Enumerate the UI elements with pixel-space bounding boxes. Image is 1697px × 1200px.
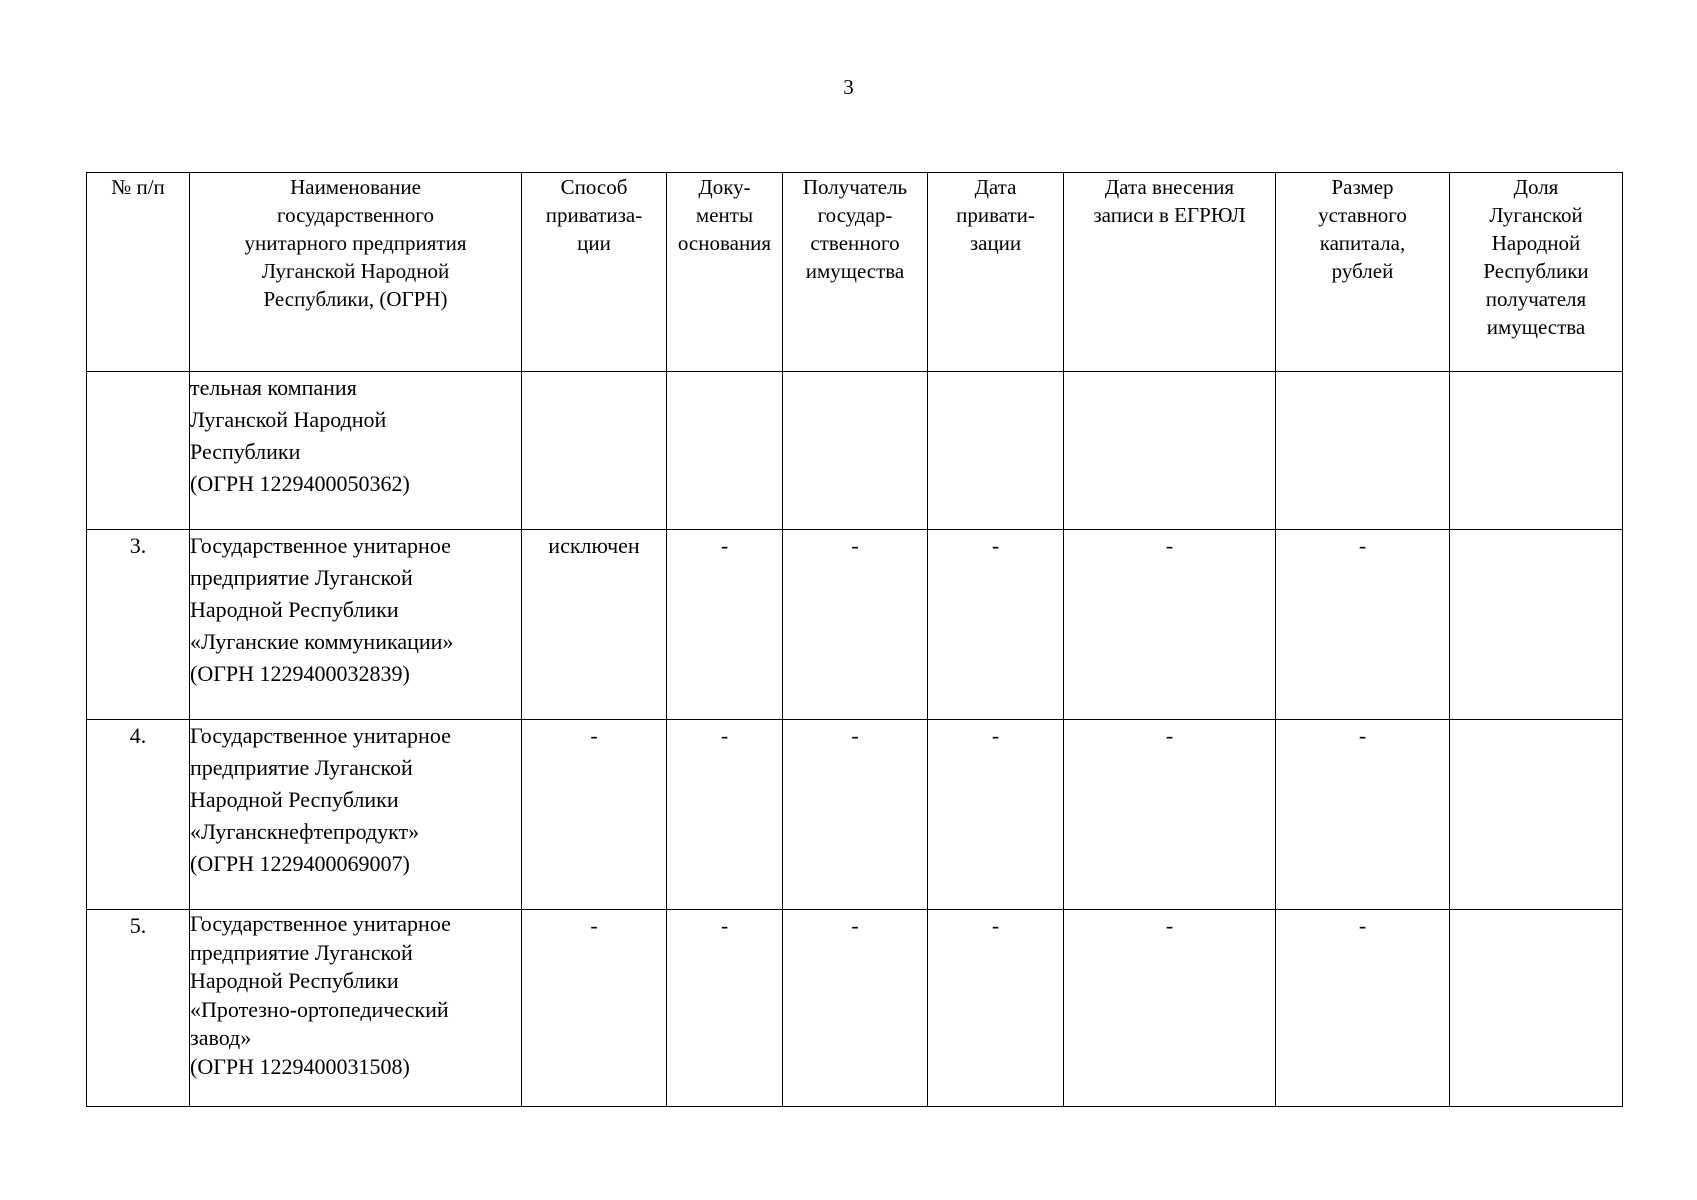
table-row (87, 530, 1623, 720)
privatization-date: - (928, 910, 1064, 1107)
authorized-capital: - (1276, 910, 1450, 1107)
header-privatization-method-label: Способ приватиза- ции (545, 175, 643, 255)
authorized-capital: - (1276, 720, 1450, 910)
enterprise-name: Государственное унитарное предприятие Луганской Народной Республики «Луганскнефтепродукт» (ОГРН 1229400069007) (190, 720, 522, 910)
property-recipient: - (783, 910, 928, 1107)
header-egrul-date (1064, 173, 1276, 372)
egrul-date: - (1064, 720, 1276, 910)
table-row (87, 720, 1623, 910)
egrul-date: - (1064, 910, 1276, 1107)
basis-documents (667, 372, 783, 530)
header-privatization-date (928, 173, 1064, 372)
lnr-share (1450, 372, 1623, 530)
table-header-row (87, 173, 1623, 372)
egrul-date: - (1064, 530, 1276, 720)
enterprise-name: Государственное унитарное предприятие Луганской Народной Республики «Протезно-ортопедический завод» (ОГРН 1229400031508) (190, 910, 522, 1107)
enterprise-name: Государственное унитарное предприятие Луганской Народной Республики «Луганские коммуникации» (ОГРН 1229400032839) (190, 530, 522, 720)
row-number: 3. (87, 530, 190, 720)
privatization-method: - (522, 910, 667, 1107)
egrul-date (1064, 372, 1276, 530)
table-row (87, 910, 1623, 1107)
row-number: 4. (87, 720, 190, 910)
property-recipient: - (783, 530, 928, 720)
header-basis-documents (667, 173, 783, 372)
header-property-recipient-label: Получатель государ- ственного имущества (802, 175, 908, 283)
privatization-table (86, 172, 1623, 1107)
header-number (87, 173, 190, 372)
basis-documents: - (667, 720, 783, 910)
property-recipient (783, 372, 928, 530)
privatization-date: - (928, 720, 1064, 910)
property-recipient: - (783, 720, 928, 910)
header-authorized-capital-label: Размер уставного капитала, рублей (1318, 175, 1407, 283)
header-enterprise-name (190, 173, 522, 372)
header-privatization-method (522, 173, 667, 372)
header-egrul-date-label: Дата внесения записи в ЕГРЮЛ (1093, 175, 1246, 227)
privatization-method (522, 372, 667, 530)
row-number: 5. (87, 910, 190, 1107)
privatization-method: - (522, 720, 667, 910)
page-number: 3 (843, 75, 854, 99)
header-authorized-capital (1276, 173, 1450, 372)
row-number (87, 372, 190, 530)
header-basis-documents-label: Доку- менты основания (677, 175, 772, 255)
basis-documents: - (667, 910, 783, 1107)
authorized-capital: - (1276, 530, 1450, 720)
header-lnr-share-label: Доля Луганской Народной Республики получателя имущества (1483, 175, 1589, 339)
header-enterprise-name-label: Наименование государственного унитарного предприятия Луганской Народной Республики, (ОГРН) (244, 175, 467, 311)
lnr-share (1450, 720, 1623, 910)
privatization-date (928, 372, 1064, 530)
lnr-share (1450, 530, 1623, 720)
authorized-capital (1276, 372, 1450, 530)
header-number-label: № п/п (111, 175, 165, 199)
header-lnr-share (1450, 173, 1623, 372)
basis-documents: - (667, 530, 783, 720)
privatization-date: - (928, 530, 1064, 720)
header-privatization-date-label: Дата привати- зации (956, 175, 1035, 255)
lnr-share (1450, 910, 1623, 1107)
enterprise-name: тельная компания Луганской Народной Республики (ОГРН 1229400050362) (190, 372, 522, 530)
table-row (87, 372, 1623, 530)
privatization-method: исключен (522, 530, 667, 720)
header-property-recipient (783, 173, 928, 372)
